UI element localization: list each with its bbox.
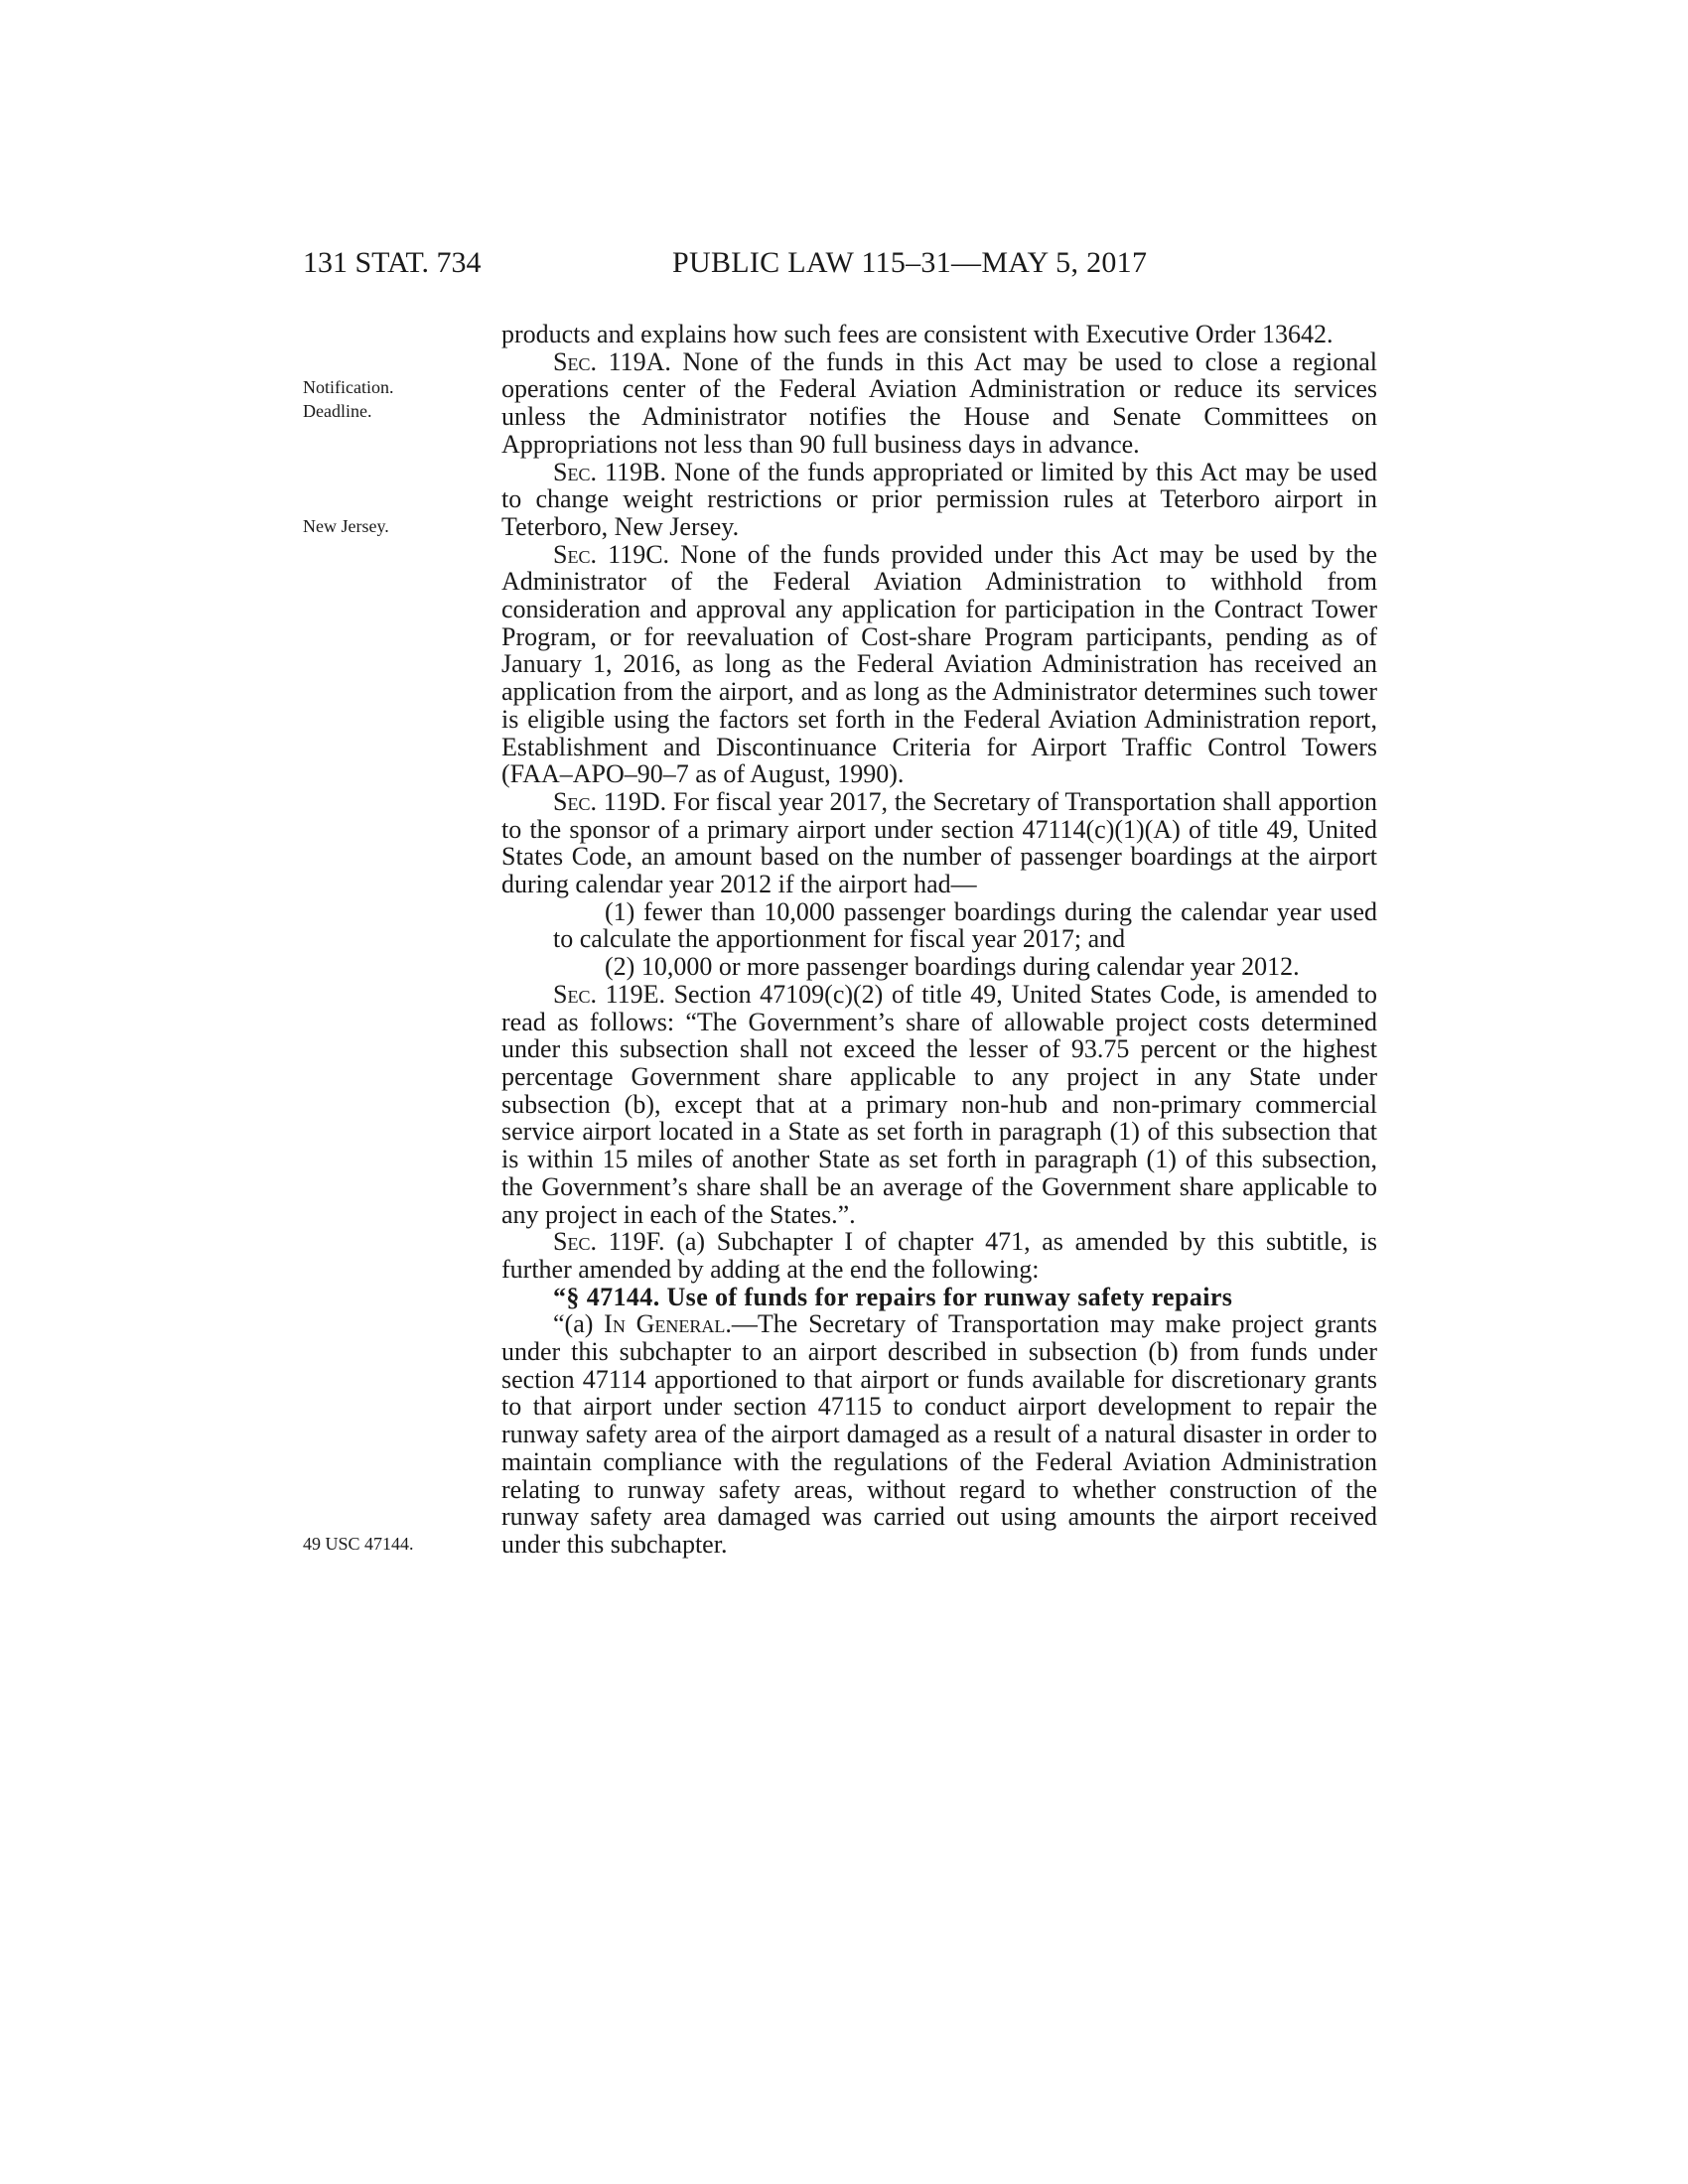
sec-label: Sec. bbox=[553, 539, 597, 569]
margin-note-new-jersey: New Jersey. bbox=[303, 516, 389, 536]
sec-label: Sec. bbox=[553, 346, 597, 376]
list-item-1: (1) fewer than 10,000 passenger boardings during the calendar year used to calculate the apportionment for fiscal year 2017; and bbox=[553, 896, 1377, 954]
margin-note-line: Notification. bbox=[303, 377, 394, 397]
margin-note-usc: 49 USC 47144. bbox=[303, 1534, 414, 1554]
sec-label: Sec. bbox=[553, 979, 597, 1009]
statute-page-number: 131 STAT. 734 bbox=[303, 246, 482, 279]
body-text bbox=[501, 321, 1377, 1559]
subsection-a bbox=[501, 1310, 1377, 1558]
section-119f bbox=[501, 1228, 1377, 1283]
sec-label: Sec. bbox=[553, 457, 597, 486]
sec-label: Sec. bbox=[553, 1227, 597, 1257]
law-title: PUBLIC LAW 115–31—MAY 5, 2017 bbox=[672, 246, 1148, 279]
section-text: 119C. None of the funds provided under this Act may be used by the Administrator of the Federal Aviation Administration to withhold from consideration and approval any application for participation in the Contract Tower Program, or for reevaluation of Cost-share Program participants, pending as of January 1, 2016, as long as the Federal Aviation Administration has received an application from the airport, and as long as the Administrator determines such tower is eligible using the factors set forth in the Federal Aviation Administration report, Establishment and Discontinuance Criteria for Airport Traffic Control Towers (FAA–APO–90–7 as of August, 1990). bbox=[501, 539, 1377, 789]
sec-label: Sec. bbox=[553, 786, 597, 816]
section-text: 119A. None of the funds in this Act may be used to close a regional operations center of the Federal Aviation Administration or reduce its services unless the Administrator notifies the House and Senate Committees on Appropriations not less than 90 full business days in advance. bbox=[501, 346, 1377, 459]
section-119e bbox=[501, 981, 1377, 1228]
section-text: 119D. For fiscal year 2017, the Secretary of Transportation shall apportion to the sponsor of a primary airport under section 47114(c)(1)(A) of title 49, United States Code, an amount based on the number of passenger boardings at the airport during calendar year 2012 if the airport had— bbox=[501, 786, 1377, 899]
section-119c bbox=[501, 541, 1377, 788]
section-text: 119F. (a) Subchapter I of chapter 471, as amended by this subtitle, is further amended by adding at the end the following: bbox=[501, 1227, 1377, 1284]
margin-note-notification bbox=[303, 375, 492, 423]
section-119b bbox=[501, 459, 1377, 541]
section-heading-47144: “§ 47144. Use of funds for repairs for runway safety repairs bbox=[553, 1282, 1233, 1311]
subsection-text: .—The Secretary of Transportation may make project grants under this subchapter to an airport described in subsection (b) from funds under section 47114 apportioned to that airport or funds available for discretionary grants to that airport under section 47115 to conduct airport development to repair the runway safety area of the airport damaged as a result of a natural disaster in order to maintain compliance with the regulations of the Federal Aviation Administration relating to runway safety areas, without regard to whether construction of the runway safety area damaged was carried out using amounts the airport received under this subchapter. bbox=[501, 1309, 1377, 1559]
page-header bbox=[303, 246, 1375, 286]
section-119d bbox=[501, 788, 1377, 898]
subsection-label: In General bbox=[604, 1309, 726, 1339]
section-text: 119E. Section 47109(c)(2) of title 49, United States Code, is amended to read as follows: “The Government’s share of allowable project costs determined under this subsection shall not exceed the lesser of 93.75 percent or the highest percentage Government share applicable to any project in any State under subsection (b), except that at a primary non-hub and non-primary commercial service airport located in a State as set forth in paragraph (1) of this subsection that is within 15 miles of another State as set forth in paragraph (1) of this subsection, the Government’s share shall be an average of the Government share applicable to any project in each of the States.”. bbox=[501, 979, 1377, 1229]
section-119a bbox=[501, 348, 1377, 459]
list-item-2: (2) 10,000 or more passenger boardings during calendar year 2012. bbox=[605, 952, 1300, 982]
subsection-open: “(a) bbox=[553, 1309, 605, 1339]
paragraph-continuation: products and explains how such fees are consistent with Executive Order 13642. bbox=[501, 320, 1334, 348]
section-text: 119B. None of the funds appropriated or limited by this Act may be used to change weight restrictions or prior permission rules at Teterboro airport in Teterboro, New Jersey. bbox=[501, 457, 1377, 541]
margin-note-line: Deadline. bbox=[303, 401, 372, 421]
